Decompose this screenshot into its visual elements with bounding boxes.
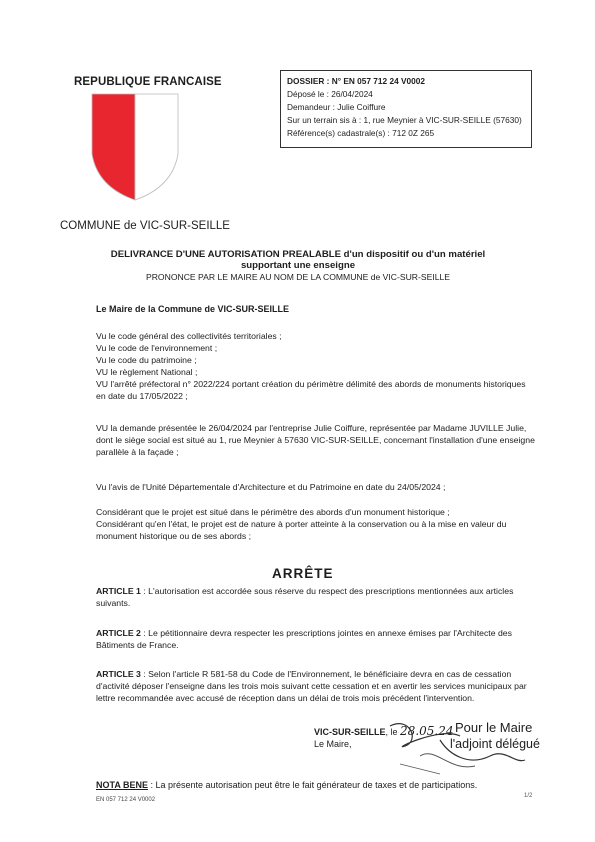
article-1 [96,585,536,609]
vu-item: Vu le code de l'environnement ; [96,343,218,353]
article-1-label: ARTICLE 1 [96,586,141,596]
dossier-address: Sur un terrain sis à : 1, rue Meynier à VIC-SUR-SEILLE (57630) [287,115,522,125]
article-2-label: ARTICLE 2 [96,628,141,638]
arrete-heading: ARRÊTE [272,566,334,581]
signature-mayor-label: Le Maire, [314,739,352,749]
stamp-adjoint: l'adjoint délégué [450,737,540,751]
footer-reference: EN 057 712 24 V0002 [96,797,156,803]
nota-bene-label: NOTA BENE [96,780,149,790]
commune-name: COMMUNE de VIC-SUR-SEILLE [60,220,230,232]
signature-date: 28.05.24 [400,724,454,738]
dossier-number: DOSSIER : N° EN 057 712 24 V0002 [287,76,425,86]
consideration-2: Considérant qu'en l'état, le projet est de nature à porter atteinte à la conservation ou à la mise en valeur du monument historique ou de ses abords ; [96,519,507,541]
legal-basis-list [96,330,536,402]
article-1-text: : L'autorisation est accordée sous réserve du respect des prescriptions mentionnées aux articles suivants. [96,586,514,608]
nota-bene-text: : La présente autorisation peut être le fait générateur de taxes et de participations. [148,780,478,790]
signature-le: , le [385,727,398,737]
article-2-text: : Le pétitionnaire devra respecter les prescriptions jointes en annexe émises par l'Architecte des Bâtiments de France. [96,628,512,650]
document-subtitle: PRONONCE PAR LE MAIRE AU NOM DE LA COMMUNE de VIC-SUR-SEILLE [145,272,451,282]
dossier-applicant: Demandeur : Julie Coiffure [287,102,386,112]
consideration-1: Considérant que le projet est situé dans le périmètre des abords d'un monument historique ; [96,507,450,517]
vu-item: VU le règlement National ; [96,367,198,377]
page-number: 1/2 [524,793,533,799]
dossier-cadastral-ref: Référence(s) cadastrale(s) : 712 0Z 265 [287,128,435,138]
request-paragraph: VU la demande présentée le 26/04/2024 par l'entreprise Julie Coiffure, représentée par Madame JUVILLE Julie, dont le siège social est situé au 1, rue Meynier à 57630 VIC-SUR-SEILLE, concernant l'installation d'une enseigne parallèle à la façade ; [96,423,535,457]
mayor-heading: Le Maire de la Commune de VIC-SUR-SEILLE [96,304,290,314]
opinion-paragraph: Vu l'avis de l'Unité Départementale d'Architecture et du Patrimoine en date du 24/05/2024 ; [96,482,446,492]
article-2 [96,627,536,651]
nota-bene [96,780,477,790]
signature-place: VIC-SUR-SEILLE [314,727,386,737]
vu-item: Vu le code général des collectivités territoriales ; [96,331,282,341]
article-3-label: ARTICLE 3 [96,669,141,679]
dossier-info-box [280,70,532,148]
republic-title: REPUBLIQUE FRANCAISE [74,76,222,88]
vu-item: Vu le code du patrimoine ; [96,355,197,365]
dossier-deposit-date: Déposé le : 26/04/2024 [287,89,373,99]
article-3-text: : Selon l'article R 581-58 du Code de l'Environnement, le bénéficiaire devra en cas de cessation d'activité déposer l'enseigne dans les trois mois suivant cette cessation et en avertir les services municipaux par lettre recommandée avec accusé de réception dans un délai de trois mois précédent l'intervention. [96,669,527,703]
document-title: DELIVRANCE D'UNE AUTORISATION PREALABLE d'un dispositif ou d'un matériel supportant une enseigne [110,249,486,271]
signature-place-date [314,724,453,738]
article-3 [96,668,536,704]
stamp-pour-le-maire: Pour le Maire [455,720,533,735]
vu-item: VU l'arrêté préfectoral n° 2022/224 portant création du périmètre délimité des abords de monuments historiques en date du 17/05/2022 ; [96,379,526,401]
commune-coat-of-arms [90,92,180,202]
